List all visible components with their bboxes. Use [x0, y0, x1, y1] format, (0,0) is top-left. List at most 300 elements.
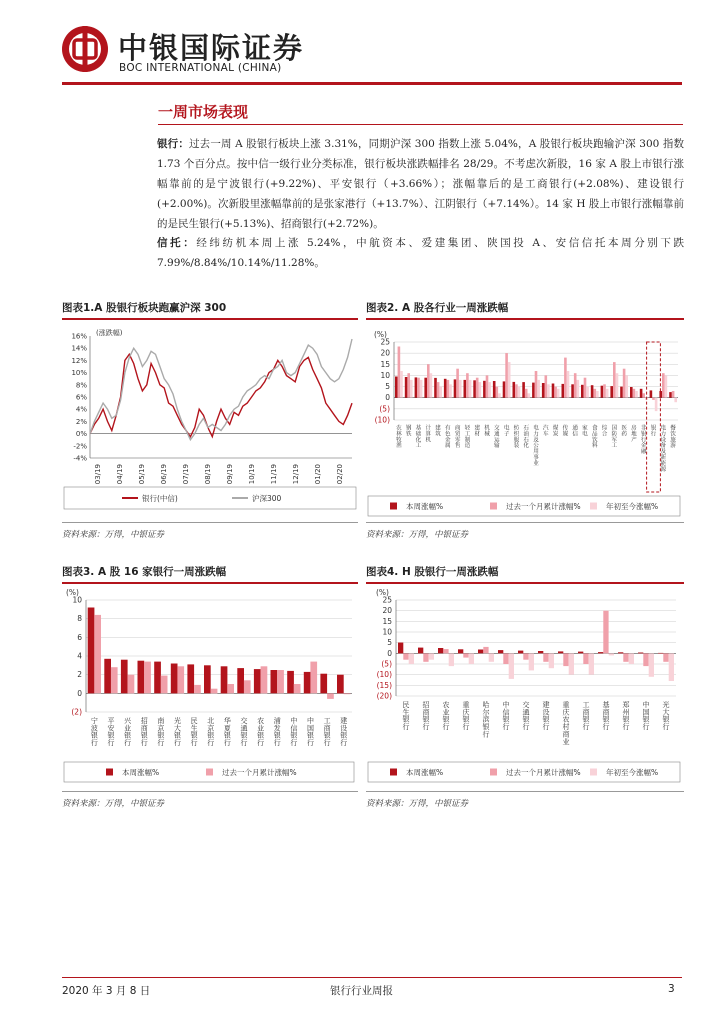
- fig3-bar-chart: [62, 586, 358, 788]
- fig2-bar-s1-2: [417, 378, 420, 398]
- fig3-bar-s0-14: [320, 674, 327, 694]
- fig3-bar-s1-0: [94, 615, 101, 693]
- fig2-bar-s2-20: [596, 391, 599, 398]
- fig3-source: 资料来源：万得，中银证券: [62, 799, 165, 809]
- fig4-bar-s0-11: [618, 652, 623, 653]
- fig2-bar-s1-19: [584, 378, 587, 398]
- fig1-xtick: 04/19: [116, 464, 124, 485]
- fig2-bar-s0-4: [434, 378, 437, 398]
- fig4-category-label: 哈尔滨银行: [482, 701, 490, 739]
- fig4-category-label: 建设银行: [542, 701, 550, 732]
- banking-paragraph-head: 银行：: [157, 138, 189, 150]
- fig2-bar-s1-3: [427, 364, 430, 397]
- fig1-xtick: 12/19: [292, 464, 300, 485]
- fig3-bar-s0-11: [271, 670, 278, 693]
- fig4-ylabel: (%): [376, 588, 389, 597]
- fig1-xtick: 07/19: [182, 464, 190, 485]
- fig2-bar-s1-12: [515, 384, 518, 397]
- fig1-ytick: 10%: [71, 369, 87, 378]
- fig1-ylabel: (涨跌幅): [96, 329, 123, 337]
- fig3-bottom-rule: [62, 791, 358, 792]
- fig2-bar-s2-28: [674, 398, 677, 403]
- fig2-bar-s1-23: [623, 369, 626, 398]
- fig3-legend-label-1: 过去一个月累计涨幅%: [222, 768, 297, 777]
- fig2-bar-s2-11: [508, 362, 511, 398]
- fig1-ytick: -2%: [73, 442, 87, 451]
- fig2-category-label: 石油石化: [523, 425, 530, 450]
- footer-divider: [62, 977, 682, 978]
- fig3-category-label: 北京银行: [207, 717, 215, 748]
- fig2-bar-s0-16: [552, 384, 555, 398]
- fig2-bar-s0-11: [503, 381, 506, 397]
- footer-report-title: 银行行业周报: [330, 985, 393, 997]
- fig4-ytick: 10: [382, 627, 392, 637]
- footer-page-number: 3: [668, 983, 675, 995]
- fig4-bar-s2-2: [449, 653, 454, 666]
- fig2-category-label: 纺织服装: [513, 425, 520, 450]
- fig2-bar-s2-0: [400, 371, 403, 398]
- fig4-source: 资料来源：万得，中银证券: [366, 799, 469, 809]
- fig2-bar-s0-0: [395, 377, 398, 398]
- fig4-category-label: 民生银行: [402, 701, 410, 732]
- fig3-bar-s1-14: [327, 693, 334, 699]
- fig4-bar-s0-0: [398, 643, 403, 654]
- fig2-bar-s1-21: [603, 384, 606, 397]
- footer-date: 2020 年 3 月 8 日: [62, 985, 151, 997]
- fig2-legend-swatch-1: [490, 503, 497, 510]
- fig2-bar-s1-0: [398, 347, 401, 398]
- fig2-bar-s0-15: [542, 383, 545, 398]
- fig2-bar-s2-5: [449, 384, 452, 397]
- fig1-xtick: 06/19: [160, 464, 168, 485]
- fig4-bar-s1-2: [443, 649, 448, 653]
- fig2-category-label: 食品饮料: [591, 425, 598, 450]
- fig1-xtick: 09/19: [226, 464, 234, 485]
- fig3-ylabel: (%): [66, 588, 79, 597]
- fig2-bar-s2-7: [469, 380, 472, 398]
- fig4-category-label: 基商银行: [602, 701, 610, 732]
- fig2-ytick: 5: [385, 382, 390, 392]
- fig1-ytick: -4%: [73, 454, 87, 463]
- trust-paragraph-head: 信托：: [157, 237, 197, 249]
- fig4-title: 图表4. H 股银行一周涨跌幅: [366, 566, 499, 578]
- fig4-bar-s0-3: [458, 649, 463, 653]
- fig3-bar-s1-8: [227, 684, 234, 693]
- company-logo: [60, 24, 110, 74]
- fig2-category-label: 钢铁: [405, 425, 412, 438]
- company-name-en: BOC INTERNATIONAL (CHINA): [119, 62, 282, 74]
- fig3-category-label: 民生银行: [190, 717, 198, 748]
- company-name-cn: 中银国际证券: [118, 31, 305, 65]
- fig1-line-chart: [62, 324, 358, 520]
- fig3-bar-s1-1: [111, 667, 118, 693]
- fig2-category-label: 国防军工: [611, 425, 618, 450]
- fig3-category-label: 浦发银行: [273, 717, 281, 748]
- fig2-category-label: 银行: [650, 425, 657, 438]
- fig2-bar-s1-27: [662, 373, 665, 398]
- fig2-bar-s0-24: [630, 387, 633, 398]
- fig2-category-label: 建材: [474, 425, 481, 438]
- banking-paragraph: [157, 134, 684, 234]
- fig4-bar-s1-4: [483, 647, 488, 653]
- fig3-ytick: 6: [77, 632, 82, 642]
- fig2-bar-s0-6: [454, 379, 457, 397]
- fig2-ytick: (5): [379, 404, 390, 414]
- fig1-ytick: 8%: [75, 381, 87, 390]
- fig2-bar-s2-3: [430, 373, 433, 398]
- fig1-legend-label-1: 沪深300: [252, 494, 282, 503]
- fig1-xtick: 08/19: [204, 464, 212, 485]
- fig2-rule: [366, 318, 684, 320]
- fig3-bar-s0-9: [237, 668, 244, 693]
- fig2-bar-s1-8: [476, 378, 479, 398]
- fig2-category-label: 农林牧渔: [396, 425, 402, 450]
- fig3-bar-s0-4: [154, 662, 161, 694]
- fig2-bar-s0-19: [581, 385, 584, 398]
- fig2-bar-s1-22: [613, 362, 616, 398]
- fig3-bar-s1-10: [261, 666, 268, 693]
- fig2-bar-s2-24: [635, 391, 638, 398]
- fig2-bar-s1-13: [525, 389, 528, 398]
- fig2-bar-s2-13: [528, 393, 531, 398]
- fig4-bar-s1-3: [463, 653, 468, 657]
- fig3-bar-s1-2: [128, 675, 135, 694]
- fig4-bar-s2-8: [569, 653, 574, 674]
- fig4-category-label: 农业银行: [442, 701, 450, 732]
- fig3-category-label: 华夏银行: [223, 717, 231, 748]
- fig2-bar-s2-18: [577, 380, 580, 398]
- fig4-bar-s0-5: [498, 650, 503, 653]
- fig3-category-label: 南京银行: [157, 717, 165, 748]
- fig4-legend-swatch-0: [390, 769, 397, 776]
- fig2-category-label: 煤炭: [552, 425, 559, 438]
- fig3-bar-s0-1: [104, 659, 111, 694]
- fig2-bar-s1-28: [672, 391, 675, 398]
- fig2-ytick: 0: [385, 393, 390, 403]
- fig3-ytick: (2): [71, 707, 82, 717]
- fig2-legend-swatch-0: [390, 503, 397, 510]
- fig4-rule: [366, 582, 684, 584]
- fig2-bar-s0-8: [473, 380, 476, 397]
- fig4-category-label: 工商银行: [582, 701, 590, 732]
- fig1-legend-box: [64, 487, 356, 509]
- fig4-category-label: 重庆银行: [462, 701, 470, 732]
- fig2-bar-s1-17: [564, 358, 567, 398]
- fig2-ytick: (10): [374, 415, 390, 425]
- fig2-bar-s0-9: [483, 381, 486, 398]
- fig4-legend-swatch-1: [490, 769, 497, 776]
- header-divider: [62, 82, 682, 85]
- fig2-ytick: 10: [380, 370, 390, 380]
- fig2-bar-s2-16: [557, 389, 560, 398]
- fig4-bar-s0-4: [478, 650, 483, 654]
- fig2-bar-s2-19: [586, 387, 589, 398]
- fig2-category-label: 计算机: [425, 425, 432, 444]
- section-title: 一周市场表现: [158, 103, 249, 121]
- fig4-bar-s0-7: [538, 651, 543, 653]
- fig3-bar-s1-12: [294, 684, 301, 693]
- fig2-bar-s0-14: [532, 383, 535, 398]
- fig3-bar-s1-3: [144, 662, 151, 694]
- trust-paragraph-body: 经纬纺机本周上涨 5.24%，中航资本、爱建集团、陕国投 A、安信信托本周分别下跌 7.99%/8.84%/10.14%/11.28%。: [157, 237, 685, 269]
- fig3-bar-s0-3: [138, 661, 145, 694]
- fig4-ytick: (5): [381, 659, 392, 669]
- fig3-bar-s0-13: [304, 672, 311, 694]
- fig2-bar-s1-18: [574, 373, 577, 398]
- fig1-xtick: 10/19: [248, 464, 256, 485]
- fig2-ytick: 25: [380, 337, 390, 347]
- fig2-category-label: 电力设备及新能源: [660, 425, 667, 473]
- fig2-bar-s0-23: [620, 387, 623, 398]
- fig4-bar-s2-13: [669, 653, 674, 681]
- fig3-category-label: 农业银行: [257, 717, 265, 748]
- fig4-bar-s2-5: [509, 653, 514, 679]
- fig2-bar-s1-20: [594, 389, 597, 398]
- fig1-xtick: 05/19: [138, 464, 146, 485]
- fig2-bar-s1-4: [437, 382, 440, 398]
- fig4-bar-s0-12: [638, 653, 643, 654]
- fig2-bar-s1-25: [642, 393, 645, 398]
- fig1-ytick: 6%: [75, 393, 87, 402]
- fig2-category-label: 交通运输: [494, 425, 500, 450]
- fig3-rule: [62, 582, 358, 584]
- fig2-bar-s1-6: [456, 369, 459, 398]
- fig2-bar-s2-2: [420, 380, 423, 398]
- fig2-category-label: 综合: [601, 425, 608, 438]
- section-divider: [158, 124, 683, 125]
- fig3-bar-s0-2: [121, 660, 128, 694]
- fig2-bar-s2-9: [488, 382, 491, 398]
- fig3-bar-s0-10: [254, 669, 261, 693]
- fig1-title: 图表1.A 股银行板块跑赢沪深 300: [62, 302, 227, 314]
- fig3-legend-label-0: 本周涨幅%: [122, 768, 160, 777]
- fig3-bar-s1-4: [161, 676, 168, 694]
- fig3-category-label: 宁波银行: [90, 717, 98, 748]
- fig3-bar-s0-15: [337, 675, 344, 694]
- fig2-ylabel: (%): [374, 330, 387, 339]
- fig4-ytick: 0: [387, 648, 392, 658]
- fig2-category-label: 传媒: [562, 425, 569, 438]
- fig4-category-label: 交通银行: [522, 701, 530, 732]
- fig3-category-label: 光大银行: [173, 717, 181, 748]
- fig4-bar-s1-10: [603, 611, 608, 654]
- fig3-ytick: 8: [77, 614, 82, 624]
- fig4-bar-s0-1: [418, 648, 423, 654]
- fig2-bar-chart: [366, 324, 684, 520]
- fig3-category-label: 建设银行: [340, 717, 348, 748]
- fig4-bar-s1-8: [563, 653, 568, 666]
- fig2-source: 资料来源：万得，中银证券: [366, 530, 469, 540]
- fig2-category-label: 通信: [572, 425, 578, 438]
- fig1-rule: [62, 318, 358, 320]
- fig2-bar-s2-23: [625, 375, 628, 397]
- fig4-bar-s1-5: [503, 653, 508, 664]
- fig4-bar-chart: [366, 586, 684, 788]
- fig2-category-label: 建筑: [435, 425, 441, 438]
- fig4-bar-s0-10: [598, 652, 603, 653]
- fig3-bar-s1-5: [177, 666, 184, 693]
- fig4-bar-s2-0: [409, 653, 414, 664]
- fig4-bar-s2-1: [429, 653, 434, 659]
- banking-paragraph-body: 过去一周 A 股银行板块上涨 3.31%，同期沪深 300 指数上涨 5.04%，A 股银行板块跑输沪深 300 指数 1.73 个百分点。按中信一级行业分类标准，银行板块涨跌幅排名 28/29。不考虑次新股，16 家 A 股上市银行涨幅靠前的是宁波银行(+9.22%)、平安银行（+3.66%）；涨幅靠后的是工商银行(+2.08%)、建设银行(+2.00%)。次新股里涨幅靠前的是张家港行（+13.7%）、江阴银行（+7.14%）。14 家 H 股上市银行涨幅靠前的是民生银行(+5.13%)、招商银行(+2.72%)。: [157, 138, 684, 230]
- fig4-bottom-rule: [366, 791, 684, 792]
- fig2-category-label: 家电: [582, 425, 588, 438]
- fig1-ytick: 0%: [75, 430, 87, 439]
- fig4-bar-s2-9: [589, 653, 594, 674]
- fig2-bar-s0-12: [513, 382, 516, 398]
- fig4-bar-s1-11: [623, 653, 628, 662]
- fig4-ytick: 25: [382, 595, 392, 605]
- fig4-bar-s2-7: [549, 653, 554, 668]
- fig3-category-label: 中国银行: [306, 717, 314, 748]
- fig2-bar-s1-7: [466, 373, 469, 398]
- trust-paragraph: [157, 233, 684, 273]
- fig2-bar-s0-17: [562, 384, 565, 398]
- fig3-bar-s0-0: [88, 608, 95, 694]
- fig2-bar-s2-8: [479, 382, 482, 398]
- fig4-legend-label-0: 本周涨幅%: [406, 768, 444, 777]
- fig2-bar-s0-13: [522, 382, 525, 398]
- fig2-bar-s1-9: [486, 375, 489, 397]
- fig2-bar-s2-12: [518, 387, 521, 398]
- fig2-bar-s0-3: [424, 378, 427, 398]
- fig2-bar-s0-2: [415, 377, 418, 397]
- fig4-bar-s2-10: [609, 653, 614, 655]
- fig4-ytick: (10): [376, 670, 392, 680]
- fig1-xtick: 11/19: [270, 464, 278, 485]
- fig1-bottom-rule: [62, 522, 358, 523]
- fig2-bar-s1-11: [505, 353, 508, 398]
- fig2-bar-s2-14: [537, 380, 540, 398]
- fig2-bar-s2-4: [439, 387, 442, 398]
- fig4-ytick: 5: [387, 638, 392, 648]
- fig3-bar-s0-5: [171, 664, 178, 694]
- fig4-category-label: 中国银行: [642, 701, 650, 732]
- fig2-bar-s1-26: [652, 398, 655, 400]
- fig4-category-label: 光大银行: [662, 701, 670, 732]
- fig2-bar-s0-25: [640, 389, 643, 398]
- fig2-bar-s0-21: [601, 386, 604, 398]
- fig3-category-label: 工商银行: [323, 717, 331, 748]
- fig4-bar-s2-11: [629, 653, 634, 664]
- fig2-bar-s1-1: [407, 373, 410, 398]
- fig4-legend-swatch-2: [590, 769, 597, 776]
- fig2-ytick: 15: [380, 359, 390, 369]
- fig4-legend-label-2: 年初至今涨幅%: [606, 768, 659, 777]
- fig2-category-label: 机械: [484, 425, 490, 438]
- fig2-category-label: 电力及公用事业: [533, 425, 539, 467]
- fig4-bar-s2-12: [649, 653, 654, 677]
- fig2-bar-s0-5: [444, 379, 447, 398]
- fig2-category-label: 电子: [503, 425, 510, 438]
- fig2-bar-s0-20: [591, 385, 594, 398]
- fig4-category-label: 中信银行: [502, 701, 510, 732]
- fig2-category-label: 餐饮旅游: [670, 425, 676, 450]
- fig2-bar-s0-28: [669, 392, 672, 398]
- fig2-bar-s0-1: [405, 377, 408, 398]
- fig4-ytick: 15: [382, 616, 392, 626]
- fig4-legend-label-1: 过去一个月累计涨幅%: [506, 768, 581, 777]
- fig2-legend-label-0: 本周涨幅%: [406, 502, 444, 511]
- fig1-xtick: 01/20: [314, 464, 322, 485]
- fig4-bar-s1-0: [403, 653, 408, 659]
- fig2-bar-s0-10: [493, 381, 496, 398]
- fig3-bar-s1-15: [344, 693, 351, 694]
- fig3-bar-s0-8: [221, 666, 228, 693]
- fig3-bar-s0-6: [187, 664, 194, 693]
- fig1-xtick: 03/19: [94, 464, 102, 485]
- fig4-category-label: 重庆农村商业: [562, 701, 570, 746]
- fig2-bar-s2-10: [498, 393, 501, 398]
- fig4-bar-s2-4: [489, 653, 494, 662]
- fig3-bar-s1-11: [277, 670, 284, 693]
- fig2-bar-s2-22: [616, 373, 619, 398]
- fig2-bar-s2-6: [459, 380, 462, 398]
- fig1-ytick: 12%: [71, 356, 87, 365]
- fig2-ytick: 20: [380, 348, 390, 358]
- fig3-bar-s1-6: [194, 685, 201, 693]
- fig2-legend-label-1: 过去一个月累计涨幅%: [506, 502, 581, 511]
- fig2-bar-s1-5: [447, 380, 450, 398]
- fig4-category-label: 郑州银行: [622, 701, 630, 732]
- fig2-category-label: 房地产: [631, 425, 637, 444]
- fig2-legend-swatch-2: [590, 503, 597, 510]
- fig4-bar-s1-9: [583, 653, 588, 664]
- fig2-bar-s2-1: [410, 380, 413, 398]
- fig1-source: 资料来源：万得，中银证券: [62, 530, 165, 540]
- fig4-bar-s0-8: [558, 651, 563, 653]
- fig3-legend-swatch-1: [206, 769, 213, 776]
- fig2-bar-s1-16: [554, 387, 557, 398]
- fig2-bar-s2-26: [655, 398, 658, 411]
- fig3-category-label: 交通银行: [240, 717, 248, 748]
- fig4-bar-s0-9: [578, 652, 583, 654]
- fig4-bar-s0-6: [518, 651, 523, 654]
- fig2-bar-s1-10: [496, 387, 499, 398]
- fig1-ytick: 4%: [75, 405, 87, 414]
- fig2-category-label: 汽车: [542, 425, 549, 438]
- fig3-title: 图表3. A 股 16 家银行一周涨跌幅: [62, 566, 227, 578]
- fig2-bar-s0-26: [650, 390, 653, 397]
- fig2-category-label: 有色金属: [445, 425, 451, 450]
- fig3-bar-s1-13: [310, 662, 317, 694]
- fig3-category-label: 兴业银行: [124, 717, 132, 748]
- fig4-ytick: 20: [382, 606, 392, 616]
- fig2-category-label: 医药: [621, 425, 627, 438]
- fig4-bar-s1-12: [643, 653, 648, 666]
- fig1-xtick: 02/20: [336, 464, 344, 485]
- fig3-bar-s0-7: [204, 665, 211, 693]
- fig3-ytick: 10: [72, 595, 82, 605]
- fig2-bottom-rule: [366, 522, 684, 523]
- fig3-ytick: 0: [77, 688, 82, 698]
- fig4-ytick: (15): [376, 680, 392, 690]
- fig1-legend-label-0: 银行(中信): [142, 494, 178, 503]
- fig1-ytick: 16%: [71, 332, 87, 341]
- fig4-bar-s1-1: [423, 653, 428, 662]
- fig2-category-label: 轻工制造: [464, 425, 471, 450]
- fig2-category-label: 商贸零售: [454, 425, 461, 450]
- fig2-bar-s2-21: [606, 389, 609, 398]
- fig3-ytick: 4: [77, 651, 82, 661]
- fig4-ytick: (20): [376, 691, 392, 701]
- fig4-category-label: 招商银行: [422, 701, 430, 732]
- fig4-bar-s2-3: [469, 653, 474, 664]
- fig4-bar-s1-6: [523, 653, 528, 659]
- fig1-ytick: 14%: [71, 344, 87, 353]
- fig2-category-label: 非银行金融: [640, 425, 647, 456]
- fig3-bar-s1-9: [244, 680, 251, 693]
